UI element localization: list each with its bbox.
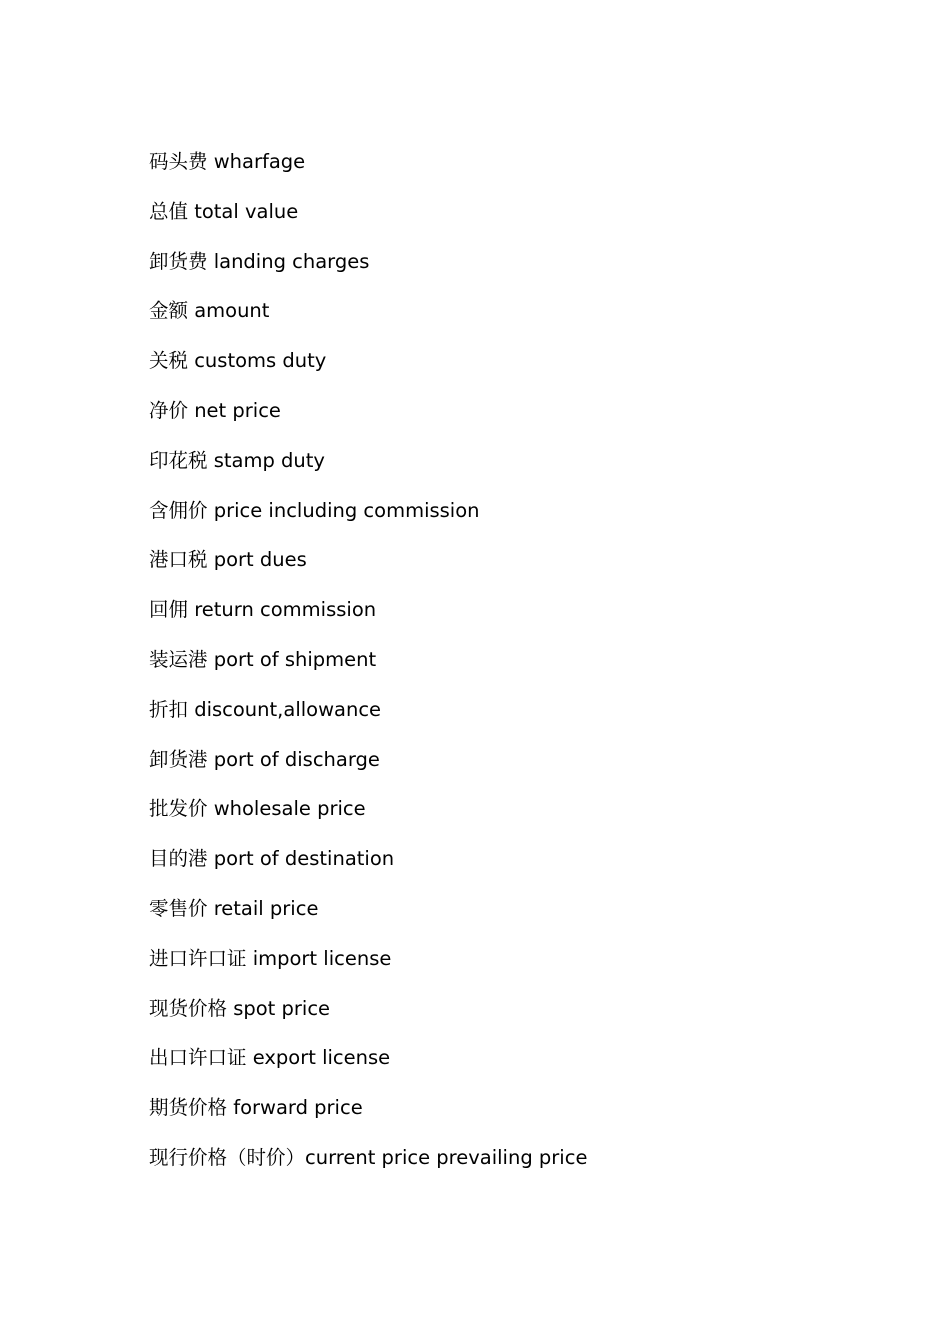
glossary-item: 码头费 wharfage (149, 150, 306, 173)
glossary-item: 含佣价 price including commission (149, 498, 480, 522)
glossary-item: 进口许口证 import license (149, 946, 392, 970)
glossary-item: 总值 total value (149, 199, 299, 223)
glossary-item: 卸货费 landing charges (149, 249, 370, 273)
glossary-item: 港口税 port dues (149, 548, 307, 572)
glossary-item: 卸货港 port of discharge (149, 747, 380, 771)
glossary-item: 批发价 wholesale price (149, 797, 366, 821)
glossary-item: 现货价格 spot price (149, 996, 331, 1020)
glossary-list (149, 147, 587, 1193)
glossary-item: 现行价格（时价）current price prevailing price (149, 1145, 588, 1169)
glossary-item: 印花税 stamp duty (149, 448, 325, 472)
glossary-item: 零售价 retail price (149, 896, 319, 920)
glossary-item: 关税 customs duty (149, 349, 327, 373)
glossary-item: 折扣 discount,allowance (149, 697, 382, 721)
glossary-item: 出口许口证 export license (149, 1046, 391, 1070)
glossary-item: 净价 net price (149, 398, 281, 422)
glossary-item: 装运港 port of shipment (149, 647, 377, 671)
glossary-item: 金额 amount (149, 299, 270, 323)
glossary-item: 期货价格 forward price (149, 1096, 363, 1120)
glossary-item: 回佣 return commission (149, 598, 377, 622)
glossary-item: 目的港 port of destination (149, 847, 395, 871)
